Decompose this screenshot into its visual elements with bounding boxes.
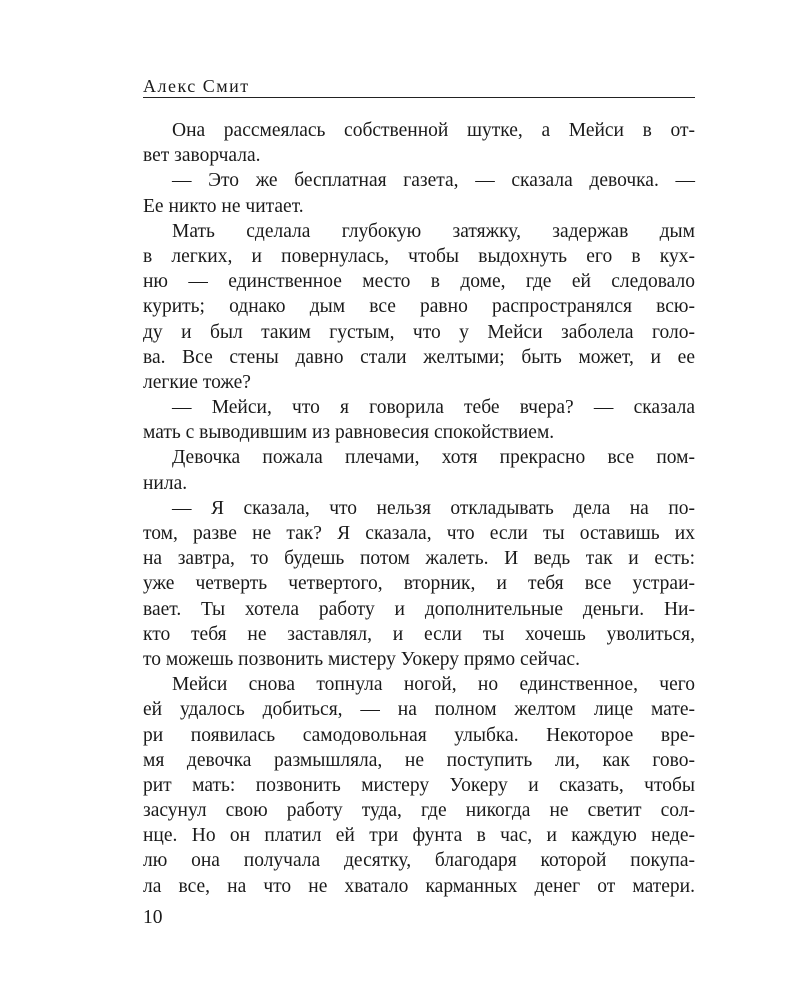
text-line: ню — единственное место в доме, где ей следовало — [143, 271, 695, 293]
text-line: Девочка пожала плечами, хотя прекрасно все пом- — [172, 447, 695, 469]
text-line: засунул свою работу туда, где никогда не светит сол- — [143, 800, 695, 822]
text-line: ей удалось добиться, — на полном желтом лице мате- — [143, 699, 695, 721]
text-line: легкие тоже? — [143, 371, 251, 393]
text-line: то можешь позвонить мистеру Уокеру прямо сейчас. — [143, 648, 580, 670]
text-line: вает. Ты хотела работу и дополнительные деньги. Ни- — [143, 598, 695, 620]
text-line: мя девочка размышляла, не поступить ли, как гово- — [143, 749, 695, 771]
text-line: уже четверть четвертого, вторник, и тебя все устраи- — [143, 573, 695, 595]
text-line: Мать сделала глубокую затяжку, задержав дым — [172, 220, 695, 242]
author-name: Алекс Смит — [143, 76, 250, 96]
text-line: на завтра, то будешь потом жалеть. И ведь так и есть: — [143, 548, 695, 570]
text-line: вет заворчала. — [143, 145, 261, 167]
text-line: курить; однако дым все равно распространялся всю- — [143, 296, 695, 318]
text-line: — Я сказала, что нельзя откладывать дела на по- — [172, 497, 695, 519]
text-line: нце. Но он платил ей три фунта в час, и каждую неде- — [143, 825, 695, 847]
text-line: Мейси снова топнула ногой, но единственное, чего — [172, 674, 695, 696]
text-line: Ее никто не читает. — [143, 195, 304, 217]
text-line: ду и был таким густым, что у Мейси заболела голо- — [143, 321, 695, 343]
text-line: том, разве не так? Я сказала, что если ты оставишь их — [143, 523, 695, 544]
text-line: кто тебя не заставлял, и если ты хочешь уволиться, — [143, 623, 695, 645]
text-line: нила. — [143, 472, 188, 494]
running-header — [143, 76, 695, 98]
text-line: — Это же бесплатная газета, — сказала девочка. — — [172, 170, 695, 192]
text-line: ва. Все стены давно стали желтыми; быть может, и ее — [143, 346, 695, 368]
text-line: Она рассмеялась собственной шутке, а Мейси в от- — [172, 120, 695, 141]
text-line: ла все, на что не хватало карманных денег от матери. — [143, 875, 695, 897]
text-line: мать с выводившим из равновесия спокойствием. — [143, 422, 555, 444]
page-number: 10 — [143, 907, 163, 928]
text-line: лю она получала десятку, благодаря которой покупа- — [143, 850, 695, 872]
text-line: в легких, и повернулась, чтобы выдохнуть его в кух- — [143, 245, 695, 267]
text-line: рит мать: позвонить мистеру Уокеру и сказать, чтобы — [143, 774, 695, 796]
page-body-text — [143, 118, 695, 899]
text-line: — Мейси, что я говорила тебе вчера? — сказала — [172, 397, 695, 419]
text-line: ри появилась самодовольная улыбка. Некоторое вре- — [143, 724, 695, 746]
